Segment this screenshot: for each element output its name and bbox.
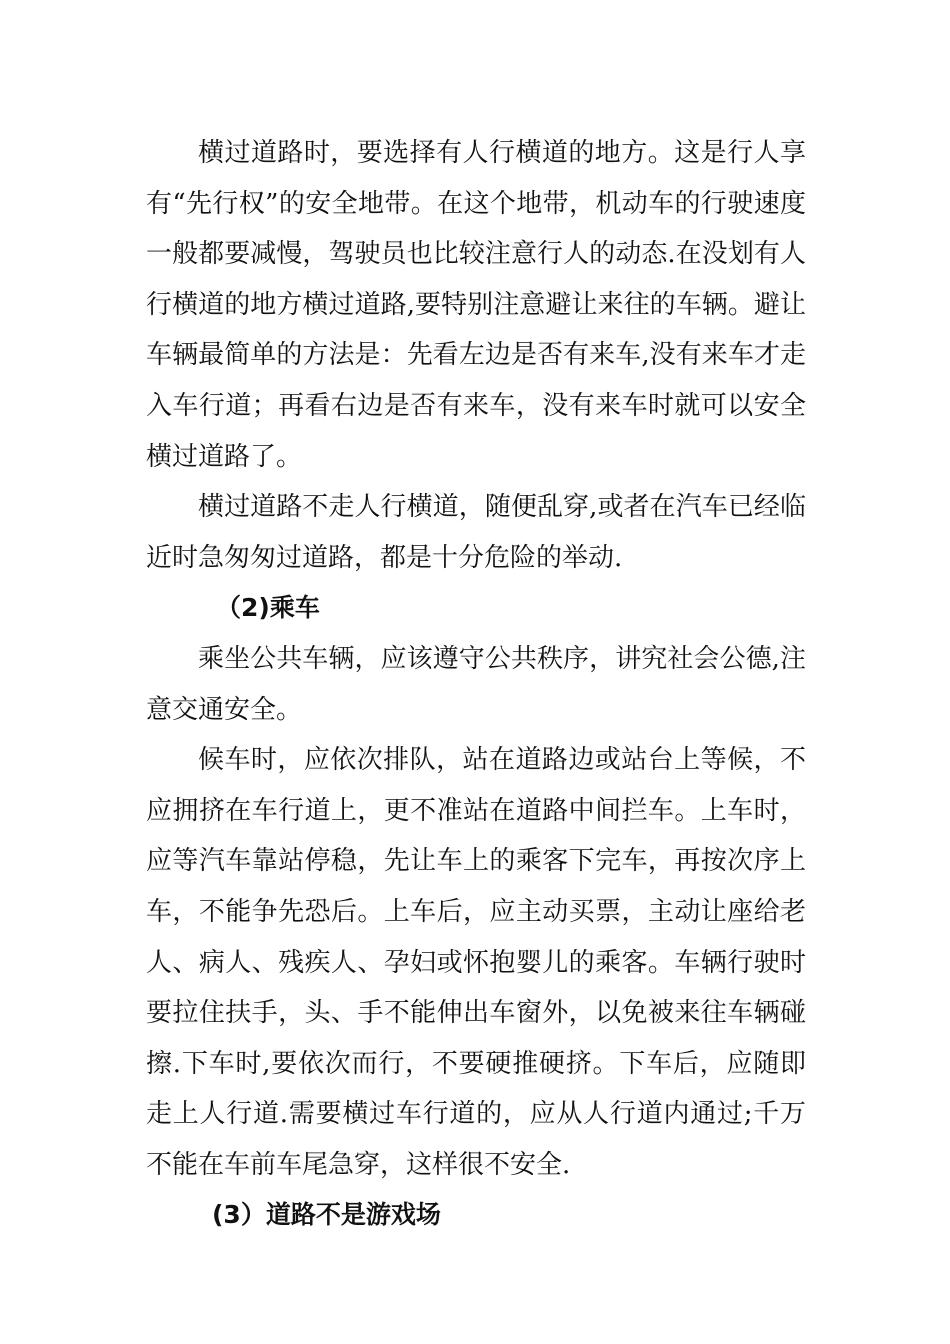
document-body <box>146 128 806 1241</box>
paragraph-public-vehicles: 乘坐公共车辆，应该遵守公共秩序，讲究社会公德,注意交通安全。 <box>146 643 806 725</box>
paragraph-crossing-danger: 横过道路不走人行横道，随便乱穿,或者在汽车已经临近时急匆匆过道路，都是十分危险的举动. <box>146 492 806 573</box>
section-heading-road-not-playground: (3）道路不是游戏场 <box>212 1200 441 1230</box>
paragraph-crossing-road: 横过道路时，要选择有人行横道的地方。这是行人享有“先行权”的安全地带。在这个地带，机动车的行驶速度一般都要减慢，驾驶员也比较注意行人的动态.在没划有人行横道的地方横过道路,要特别注意避让来往的车辆。避让车辆最简单的方法是：先看左边是否有来车,没有来车才走入车行道；再看右边是否有来车，没有来车时就可以安全横过道路了。 <box>146 138 806 472</box>
section-heading-riding: （2)乘车 <box>216 593 320 623</box>
paragraph-waiting-boarding: 候车时，应依次排队，站在道路边或站台上等候，不应拥挤在车行道上，更不准站在道路中间拦车。上车时，应等汽车靠站停稳，先让车上的乘客下完车，再按次序上车，不能争先恐后。上车后，应主动买票，主动让座给老人、病人、残疾人、孕妇或怀抱婴儿的乘客。车辆行驶时要拉住扶手，头、手不能伸出车窗外，以免被来往车辆碰擦.下车时,要依次而行，不要硬推硬挤。下车后，应随即走上人行道.需要横过车行道的，应从人行道内通过;千万不能在车前车尾急穿，这样很不安全. <box>146 745 806 1180</box>
